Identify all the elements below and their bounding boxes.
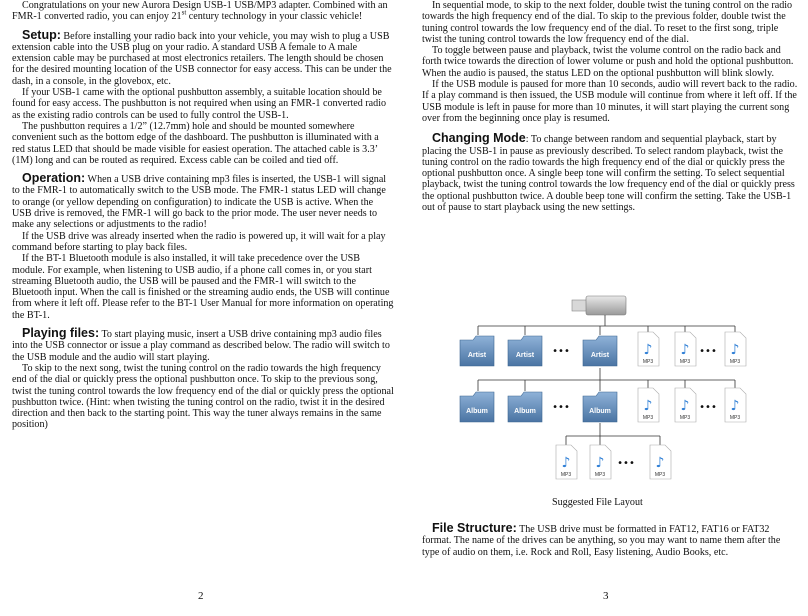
usb-drive-icon [572, 296, 626, 315]
svg-text:♪: ♪ [680, 398, 690, 414]
file-layout-diagram [440, 288, 770, 488]
operation-paragraph: Operation: When a USB drive containing mp3 files is inserted, the USB-1 will signal to the FMR-1 to automatically switch to the USB mode. The FMR-1 status LED will change to orange (or yellow depending on configuration) to indicate the USB is active. When the USB drive is removed, the FMR-1 will go back to the prior mode. The user never needs to make any selections or adjustments to the radio! [12, 171, 387, 231]
svg-text:MP3: MP3 [729, 415, 741, 421]
setup-paragraph-3: The pushbutton requires a 1/2” (12.7mm) hole and should be mounted somewhere convenient such as the bottom edge of the dashboard. The pushbutton is illuminated with a red status LED that should be made visible for easiest operation. The attached cable is 3.3’ (1M) long and can be routed as required. Excess cable can be coiled and tied off. [12, 120, 379, 166]
folder-icon [583, 336, 617, 366]
file-structure-section [422, 523, 798, 558]
left-page [12, 0, 394, 431]
changing-mode-paragraph: Changing Mode: To change between random and sequential playback, start by placing the USB-1 in pause as previously described. To select random playback, twist the tuning control on the radio towards the high frequency end of the dial or quickly press the optional pushbutton once. A single beep tone will confirm the setting. To select sequential playback, twist the tuning control towards the low frequency end of the dial or quickly press the optional pushbutton twice. A double beep tone will confirm the setting. Take the USB-1 out of pause to start playback using the new settings. [422, 131, 795, 214]
svg-text:♪: ♪ [643, 342, 653, 358]
svg-text:MP3: MP3 [594, 472, 606, 478]
operation-heading: Operation: [22, 171, 86, 186]
music-file-icon [638, 388, 659, 422]
svg-text:Album: Album [589, 408, 611, 415]
svg-text:Artist: Artist [467, 352, 487, 359]
ellipsis: ••• [552, 346, 570, 357]
page-number-right: 3 [603, 590, 609, 602]
svg-text:♪: ♪ [730, 398, 740, 414]
setup-paragraph: Setup: Before installing your radio back into your vehicle, you may wish to plug a USB extension cable into the USB plug on your radio. A standard USB A female to A male extension cable may be purchased at most electronics retailers. The length should be chosen for the desired mounting location of the USB connector for easy access. This can be under the dash, in a console, in the glovebox, etc. [12, 27, 392, 87]
music-file-icon [675, 388, 696, 422]
svg-text:MP3: MP3 [642, 415, 654, 421]
pause-paragraph: To toggle between pause and playback, twist the volume control on the radio back and forth twice towards the direction of lower volume or push and hold the optional pushbutton. When the audio is paused, the status LED on the optional pushbutton will blink slowly. [422, 45, 794, 79]
ellipsis: ••• [617, 458, 635, 469]
music-file-icon [638, 332, 659, 366]
svg-text:Artist: Artist [590, 352, 610, 359]
folder-icon [508, 392, 542, 422]
folder-icon [583, 392, 617, 422]
changing-mode-heading: Changing Mode [432, 131, 526, 146]
playing-paragraph: Playing files: To start playing music, insert a USB drive containing mp3 audio files into the USB connector or issue a play command as described below. The radio will switch to the USB module and the audio will start playing. [12, 326, 390, 363]
svg-text:MP3: MP3 [642, 359, 654, 365]
svg-text:♪: ♪ [595, 455, 605, 471]
svg-text:MP3: MP3 [729, 359, 741, 365]
operation-paragraph-2: If the USB drive was already inserted when the radio is powered up, it will wait for a play command before starting to play back files. [12, 230, 386, 253]
operation-paragraph-3: If the BT-1 Bluetooth module is also installed, it will take precedence over the USB module. For example, when listening to USB audio, if a phone call comes in, or you start streaming Bluetooth audio, the USB will be paused and the FMR-1 will switch to the Bluetooth input. When the call is finished or the streaming audio ends, the USB will continue from where it left off. Please refer to the BT-1 User Manual for more information on operating the BT-1. [12, 253, 394, 321]
svg-text:MP3: MP3 [654, 472, 666, 478]
playing-paragraph-2: To skip to the next song, twist the tuning control on the radio towards the high frequency end of the dial or quickly press the optional pushbutton once. To skip to the previous song, twist the tuning control towards the low frequency end of the dial or quickly press the optional pushbutton twice. (Hint: when twisting the tuning control on the radio, twist it in the desired direction and then back to the starting point. This way the tuner always remains in the same position) [12, 362, 394, 431]
music-file-icon [650, 445, 671, 479]
connector-lines [478, 315, 735, 445]
ellipsis: ••• [699, 346, 717, 357]
svg-text:♪: ♪ [730, 342, 740, 358]
music-file-icon [556, 445, 577, 479]
music-file-icon [590, 445, 611, 479]
folder-icon [460, 392, 494, 422]
setup-paragraph-2: If your USB-1 came with the optional pushbutton assembly, a suitable location should be found for easy access. The pushbutton is not required when using an FMR-1 converted radio as the existing radio controls can be used to fully control the USB-1. [12, 87, 387, 121]
svg-text:MP3: MP3 [560, 472, 572, 478]
file-structure-heading: File Structure: [432, 521, 517, 535]
svg-text:♪: ♪ [680, 342, 690, 358]
diagram-caption: Suggested File Layout [552, 497, 643, 508]
svg-text:♪: ♪ [655, 455, 665, 471]
svg-text:MP3: MP3 [679, 359, 691, 365]
svg-text:Album: Album [466, 408, 488, 415]
svg-text:♪: ♪ [561, 455, 571, 471]
svg-text:MP3: MP3 [679, 415, 691, 421]
timeout-paragraph: If the USB module is paused for more than 10 seconds, audio will revert back to the radio. If a play command is then issued, the USB module will continue from where it left off. If the USB module is left in pause for more than 10 minutes, it will start playing the current song over from the beginning once play is resumed. [422, 79, 798, 124]
folder-icon [508, 336, 542, 366]
ellipsis: ••• [699, 402, 717, 413]
music-file-icon [725, 332, 746, 366]
svg-text:♪: ♪ [643, 398, 653, 414]
playing-heading: Playing files: [22, 326, 100, 341]
intro-paragraph: Congratulations on your new Aurora Design USB-1 USB/MP3 adapter. Combined with an FMR-1 converted radio, you can enjoy 21st century technology in your classic vehicle! [12, 0, 388, 23]
file-structure-paragraph: File Structure: The USB drive must be formatted in FAT12, FAT16 or FAT32 format. The name of the drives can be anything, so you may want to name them after the type of audio on them, i.e. Rock and Roll, Easy listening, Audio Books, etc. [422, 521, 781, 558]
svg-text:Artist: Artist [515, 352, 535, 359]
setup-heading: Setup: [22, 27, 61, 42]
page-number-left: 2 [198, 590, 204, 602]
ellipsis: ••• [552, 402, 570, 413]
svg-text:Album: Album [514, 408, 536, 415]
right-page [422, 0, 798, 213]
music-file-icon [725, 388, 746, 422]
music-file-icon [675, 332, 696, 366]
folder-skip-paragraph: In sequential mode, to skip to the next folder, double twist the tuning control on the radio towards the high frequency end of the dial. To skip to the previous folder, double twist the tuning control towards the low frequency end of the dial. To reset to the first song, triple twist the tuning control towards the low frequency end of the dial. [422, 0, 793, 45]
folder-icon [460, 336, 494, 366]
